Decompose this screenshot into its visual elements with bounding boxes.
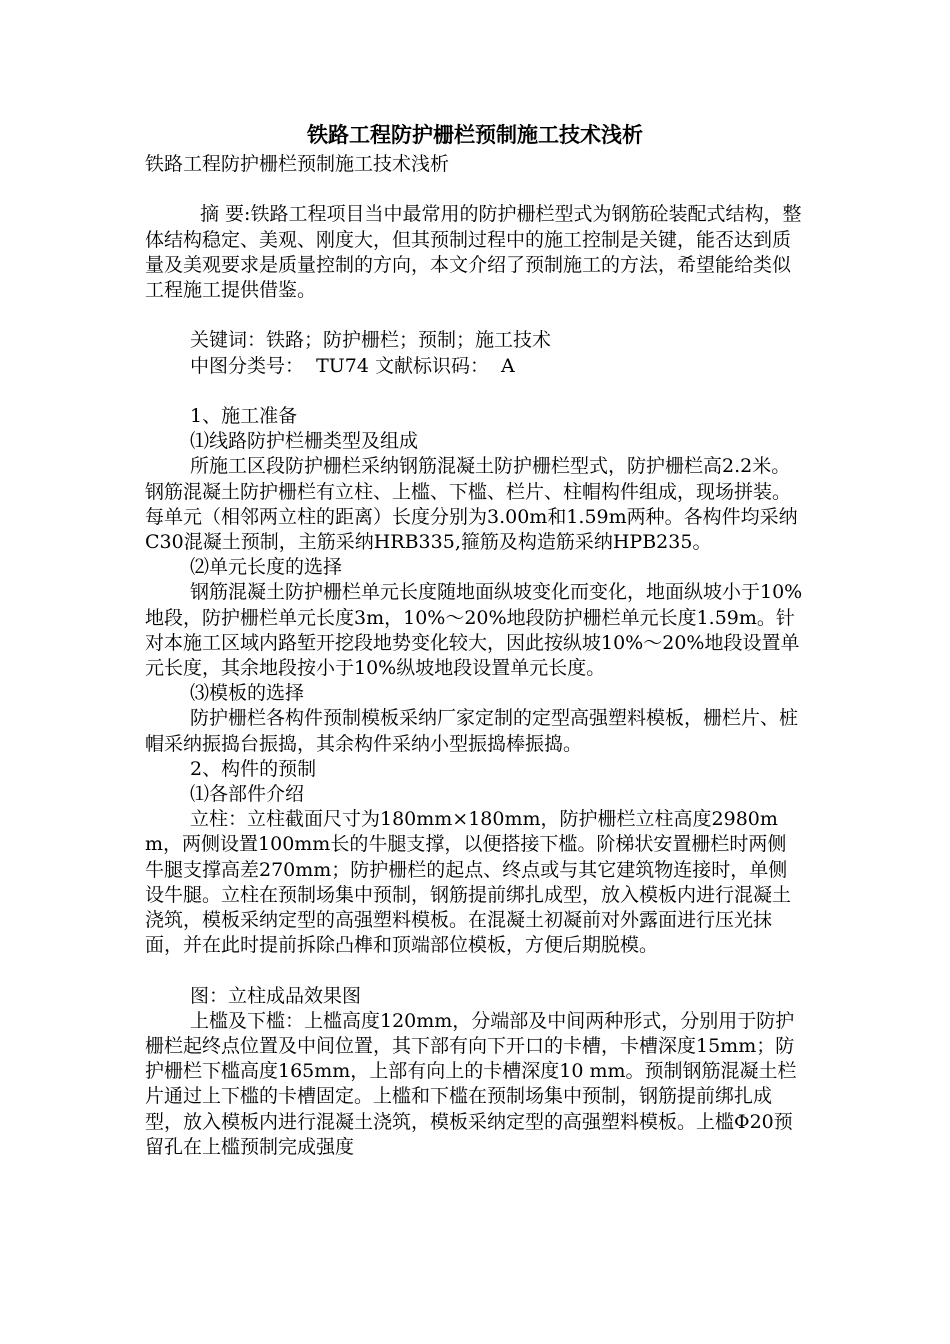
document-page <box>145 118 805 1160</box>
paragraph-formwork: 防护栅栏各构件预制模板采纳厂家定制的定型高强塑料模板，栅栏片、桩帽采纳振捣台振捣，其余构件采纳小型振捣棒振捣。 <box>145 707 799 755</box>
section-heading-1: 1、施工准备 <box>190 404 298 427</box>
paragraph-column: 立柱：立柱截面尺寸为180mm×180mm，防护栅栏立柱高度2980mm，两侧设置100mm长的牛腿支撑，以便搭接下槛。阶梯状安置栅栏时两侧牛腿支撑高差270mm；防护栅栏的起点、终点或与其它建筑物连接时，单侧设牛腿。立柱在预制场集中预制，钢筋提前绑扎成型，放入模板内进行混凝土浇筑，模板采纳定型的高强塑料模板。在混凝土初凝前对外露面进行压光抹面，并在此时提前拆除凸榫和顶端部位模板，方便后期脱模。 <box>145 808 792 957</box>
subsection-heading-2: ⑵单元长度的选择 <box>190 556 343 579</box>
spacer <box>145 303 805 328</box>
subsection-heading-3: ⑶模板的选择 <box>190 682 305 705</box>
subsection-heading-1: ⑴线路防护栏栅类型及组成 <box>190 430 419 453</box>
spacer <box>145 177 805 202</box>
subsection-heading-4: ⑴各部件介绍 <box>190 783 305 806</box>
keywords-line: 关键词：铁路；防护栅栏；预制；施工技术 <box>190 329 552 352</box>
paragraph-fence-type: 所施工区段防护栅栏采纳钢筋混凝土防护栅栏型式，防护栅栏高2.2米。钢筋混凝土防护栅栏有立柱、上槛、下槛、栏片、柱帽构件组成，现场拼装。每单元（相邻两立柱的距离）长度分别为3.00m和1.59m两种。各构件均采纳C30混凝土预制，主筋采纳HRB335,箍筋及构造筋采纳HPB235。 <box>145 455 798 553</box>
abstract-paragraph: 摘 要:铁路工程项目当中最常用的防护栅栏型式为钢筋砼装配式结构，整体结构稳定、美观、刚度大，但其预制过程中的施工控制是关键，能否达到质量及美观要求是质量控制的方向，本文介绍了预制施工的方法，希望能给类似工程施工提供借鉴。 <box>145 203 802 301</box>
figure-caption: 图：立柱成品效果图 <box>190 984 362 1007</box>
document-subtitle: 铁路工程防护栅栏预制施工技术浅析 <box>145 153 450 175</box>
paragraph-unit-length: 钢筋混凝土防护栅栏单元长度随地面纵坡变化而变化，地面纵坡小于10%地段，防护栅栏单元长度3m，10%～20%地段防护栅栏单元长度1.59m。针对本施工区域内路堑开挖段地势变化较大，因此按纵坡10%～20%地段设置单元长度，其余地段按小于10%纵坡地段设置单元长度。 <box>145 581 803 680</box>
section-heading-2: 2、构件的预制 <box>190 757 317 780</box>
spacer <box>145 958 805 983</box>
spacer <box>145 379 805 404</box>
paragraph-sill: 上槛及下槛：上槛高度120mm，分端部及中间两种形式，分别用于防护栅栏起终点位置及中间位置，其下部有向下开口的卡槽，卡槽深度15mm；防护栅栏下槛高度165mm，上部有向上的卡槽深度10 mm。预制钢筋混凝土栏片通过上下槛的卡槽固定。上槛和下槛在预制场集中预制，钢筋提前绑扎成型，放入模板内进行混凝土浇筑，模板采纳定型的高强塑料模板。上槛Φ20预留孔在上槛预制完成强度 <box>145 1009 797 1158</box>
classification-line: 中图分类号： TU74 文献标识码： A <box>190 354 515 377</box>
document-title: 铁路工程防护栅栏预制施工技术浅析 <box>307 122 643 147</box>
